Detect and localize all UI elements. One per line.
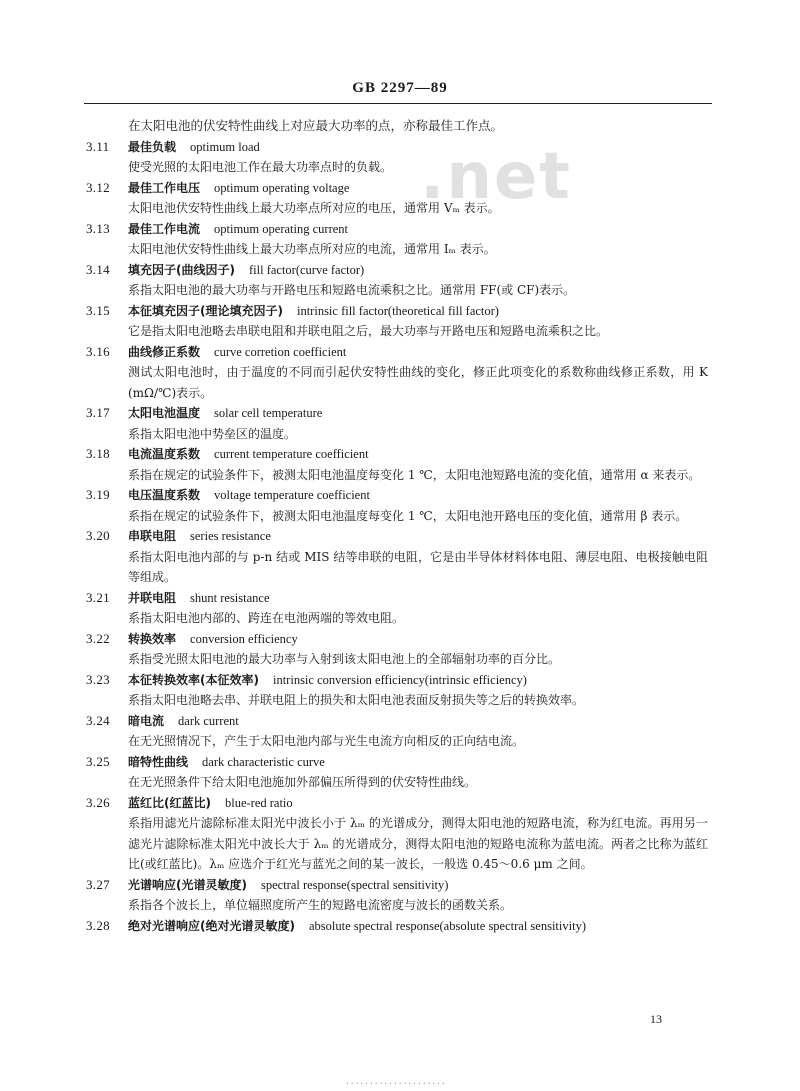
term-entry <box>86 444 708 485</box>
term-body <box>128 301 708 342</box>
term-line <box>128 444 708 465</box>
term-body <box>128 178 708 219</box>
term-line <box>128 875 708 896</box>
term-entry <box>86 711 708 752</box>
term-chinese: 电流温度系数 <box>128 447 201 461</box>
term-english: intrinsic conversion efficiency(intrinsic efficiency) <box>272 672 527 687</box>
term-english: fill factor(curve factor) <box>248 262 365 277</box>
term-line <box>128 301 708 322</box>
term-chinese: 光谱响应(光谱灵敏度) <box>128 877 247 892</box>
clause-number: 3.13 <box>86 220 110 236</box>
term-chinese: 本征填充因子(理论填充因子) <box>128 303 283 318</box>
term-chinese: 曲线修正系数 <box>128 344 201 359</box>
term-chinese: 最佳工作电流 <box>128 221 201 236</box>
term-body <box>128 588 708 629</box>
term-line <box>128 670 708 691</box>
clause-number: 3.16 <box>86 343 110 359</box>
clause-number: 3.26 <box>86 794 110 810</box>
term-line <box>128 178 708 199</box>
term-chinese: 暗电流 <box>128 713 165 728</box>
page-header: GB 2297—89 <box>352 80 448 96</box>
term-entry <box>86 916 708 937</box>
clause-number: 3.23 <box>86 671 110 687</box>
term-entry <box>86 260 708 301</box>
term-body <box>128 916 708 937</box>
term-body <box>128 444 708 485</box>
term-english: optimum load <box>190 139 260 154</box>
clause-number: 3.12 <box>86 179 110 195</box>
term-chinese: 暗特性曲线 <box>128 754 189 769</box>
term-chinese: 太阳电池温度 <box>128 406 201 420</box>
term-definition: 系指各个波长上，单位辐照度所产生的短路电流密度与波长的函数关系。 <box>128 898 513 912</box>
clause-number: 3.22 <box>86 630 110 646</box>
term-definition: 系指太阳电池略去串、并联电阻上的损失和太阳电池表面反射损失等之后的转换效率。 <box>128 693 585 707</box>
intro-text: 在太阳电池的伏安特性曲线上对应最大功率的点，亦称最佳工作点。 <box>128 118 504 133</box>
term-body <box>128 670 708 711</box>
clause-number: 3.25 <box>86 753 110 769</box>
term-definition: 系指太阳电池的最大功率与开路电压和短路电流乘积之比。通常用 FF(或 CF)表示。 <box>128 283 576 297</box>
term-definition: 太阳电池伏安特性曲线上最大功率点所对应的电压，通常用 Vₘ 表示。 <box>128 201 500 215</box>
term-entry <box>86 403 708 444</box>
term-english: spectral response(spectral sensitivity) <box>260 877 449 892</box>
term-entry <box>86 670 708 711</box>
term-line <box>128 485 708 506</box>
term-definition: 系指太阳电池内部的与 p-n 结或 MIS 结等串联的电阻，它是由半导体材料体电阻、薄层电阻、电极接触电阻等组成。 <box>128 549 708 584</box>
term-body <box>128 219 708 260</box>
term-body <box>128 485 708 526</box>
term-line <box>128 260 708 281</box>
term-entry <box>86 875 708 916</box>
clause-number: 3.20 <box>86 528 110 543</box>
clause-number: 3.11 <box>86 138 110 154</box>
clause-number: 3.24 <box>86 712 110 728</box>
term-entry <box>86 342 708 404</box>
term-line <box>128 916 708 937</box>
term-definition: 在无光照条件下给太阳电池施加外部偏压所得到的伏安特性曲线。 <box>128 775 477 789</box>
term-chinese: 最佳工作电压 <box>128 180 201 195</box>
term-chinese: 蓝红比(红蓝比) <box>128 795 211 810</box>
term-entry <box>86 629 708 670</box>
term-english: solar cell temperature <box>214 406 323 420</box>
clause-number: 3.28 <box>86 917 110 933</box>
term-line <box>128 588 708 609</box>
term-definition: 系指在规定的试验条件下，被测太阳电池温度每变化 1 ℃，太阳电池短路电流的变化值，通常用 α 来表示。 <box>128 467 701 482</box>
footer-mark: ..................... <box>345 1078 446 1087</box>
term-entry <box>86 485 708 526</box>
term-entry <box>86 793 708 875</box>
term-entry <box>86 137 708 178</box>
term-definition: 系指用滤光片滤除标准太阳光中波长小于 λₘ 的光谱成分，测得太阳电池的短路电流，称为红电流。再用另一滤光片滤除标准太阳光中波长大于 λₘ 的光谱成分，测得太阳电池的短路电流称为蓝电流。两者之比称为蓝红比(或红蓝比)。λₘ 应选介于红光与蓝光之间的某一波长，一般选 0.45～0.6 μm 之间。 <box>128 816 708 871</box>
term-body <box>128 526 708 588</box>
term-english: shunt resistance <box>190 590 270 605</box>
term-definition: 测试太阳电池时，由于温度的不同而引起伏安特性曲线的变化，修正此项变化的系数称曲线修正系数，用 K(mΩ/℃)表示。 <box>128 365 708 400</box>
term-body <box>128 260 708 301</box>
clause-number: 3.17 <box>86 405 110 420</box>
term-definition: 太阳电池伏安特性曲线上最大功率点所对应的电流，通常用 Iₘ 表示。 <box>128 242 496 256</box>
term-line <box>128 137 708 158</box>
term-english: blue-red ratio <box>224 795 293 810</box>
clause-number: 3.15 <box>86 302 110 318</box>
term-english: conversion efficiency <box>190 631 298 646</box>
clause-number: 3.19 <box>86 487 110 502</box>
term-body <box>128 403 708 444</box>
term-entry <box>86 178 708 219</box>
term-english: curve corretion coefficient <box>214 344 347 359</box>
entries-list <box>86 137 708 937</box>
term-line <box>128 752 708 773</box>
term-line <box>128 629 708 650</box>
content <box>86 116 708 936</box>
term-chinese: 串联电阻 <box>128 529 177 543</box>
term-line <box>128 793 708 814</box>
term-line <box>128 403 708 424</box>
term-definition: 它是指太阳电池略去串联电阻和并联电阻之后，最大功率与开路电压和短路电流乘积之比。 <box>128 324 609 338</box>
term-line <box>128 526 708 547</box>
term-body <box>128 342 708 404</box>
term-english: current temperature coefficient <box>214 447 369 461</box>
term-english: intrinsic fill factor(theoretical fill factor) <box>296 303 499 318</box>
term-line <box>128 219 708 240</box>
term-chinese: 填充因子(曲线因子) <box>128 262 235 277</box>
term-definition: 系指太阳电池中势垒区的温度。 <box>128 426 297 441</box>
term-entry <box>86 752 708 793</box>
term-english: absolute spectral response(absolute spectral sensitivity) <box>308 918 586 933</box>
term-body <box>128 752 708 793</box>
term-definition: 系指在规定的试验条件下，被测太阳电池温度每变化 1 ℃，太阳电池开路电压的变化值，通常用 β 表示。 <box>128 508 688 523</box>
term-entry <box>86 301 708 342</box>
term-chinese: 电压温度系数 <box>128 488 201 502</box>
page-number: 13 <box>650 1012 662 1026</box>
term-chinese: 绝对光谱响应(绝对光谱灵敏度) <box>128 918 295 933</box>
term-entry <box>86 588 708 629</box>
term-english: dark characteristic curve <box>202 754 325 769</box>
clause-number: 3.14 <box>86 261 110 277</box>
term-line <box>128 342 708 363</box>
term-body <box>128 711 708 752</box>
term-line <box>128 711 708 732</box>
term-entry <box>86 219 708 260</box>
watermark: .net <box>420 140 572 214</box>
term-body <box>128 629 708 670</box>
term-english: series resistance <box>190 529 271 543</box>
term-body <box>128 793 708 875</box>
term-english: optimum operating voltage <box>214 180 350 195</box>
term-chinese: 转换效率 <box>128 631 177 646</box>
header-rule <box>84 103 712 104</box>
term-definition: 在无光照情况下，产生于太阳电池内部与光生电流方向相反的正向结电流。 <box>128 734 525 748</box>
term-chinese: 本征转换效率(本征效率) <box>128 672 259 687</box>
term-body <box>128 137 708 178</box>
term-definition: 系指受光照太阳电池的最大功率与入射到该太阳电池上的全部辐射功率的百分比。 <box>128 652 561 666</box>
term-english: optimum operating current <box>214 221 349 236</box>
term-entry <box>86 526 708 588</box>
term-definition: 系指太阳电池内部的、跨连在电池两端的等效电阻。 <box>128 611 405 625</box>
term-english: voltage temperature coefficient <box>214 488 370 502</box>
term-english: dark current <box>178 713 239 728</box>
term-definition: 使受光照的太阳电池工作在最大功率点时的负载。 <box>128 160 393 174</box>
clause-number: 3.27 <box>86 876 110 892</box>
clause-number: 3.18 <box>86 446 110 461</box>
clause-number: 3.21 <box>86 589 110 605</box>
term-chinese: 并联电阻 <box>128 590 177 605</box>
term-body <box>128 875 708 916</box>
term-chinese: 最佳负载 <box>128 139 177 154</box>
